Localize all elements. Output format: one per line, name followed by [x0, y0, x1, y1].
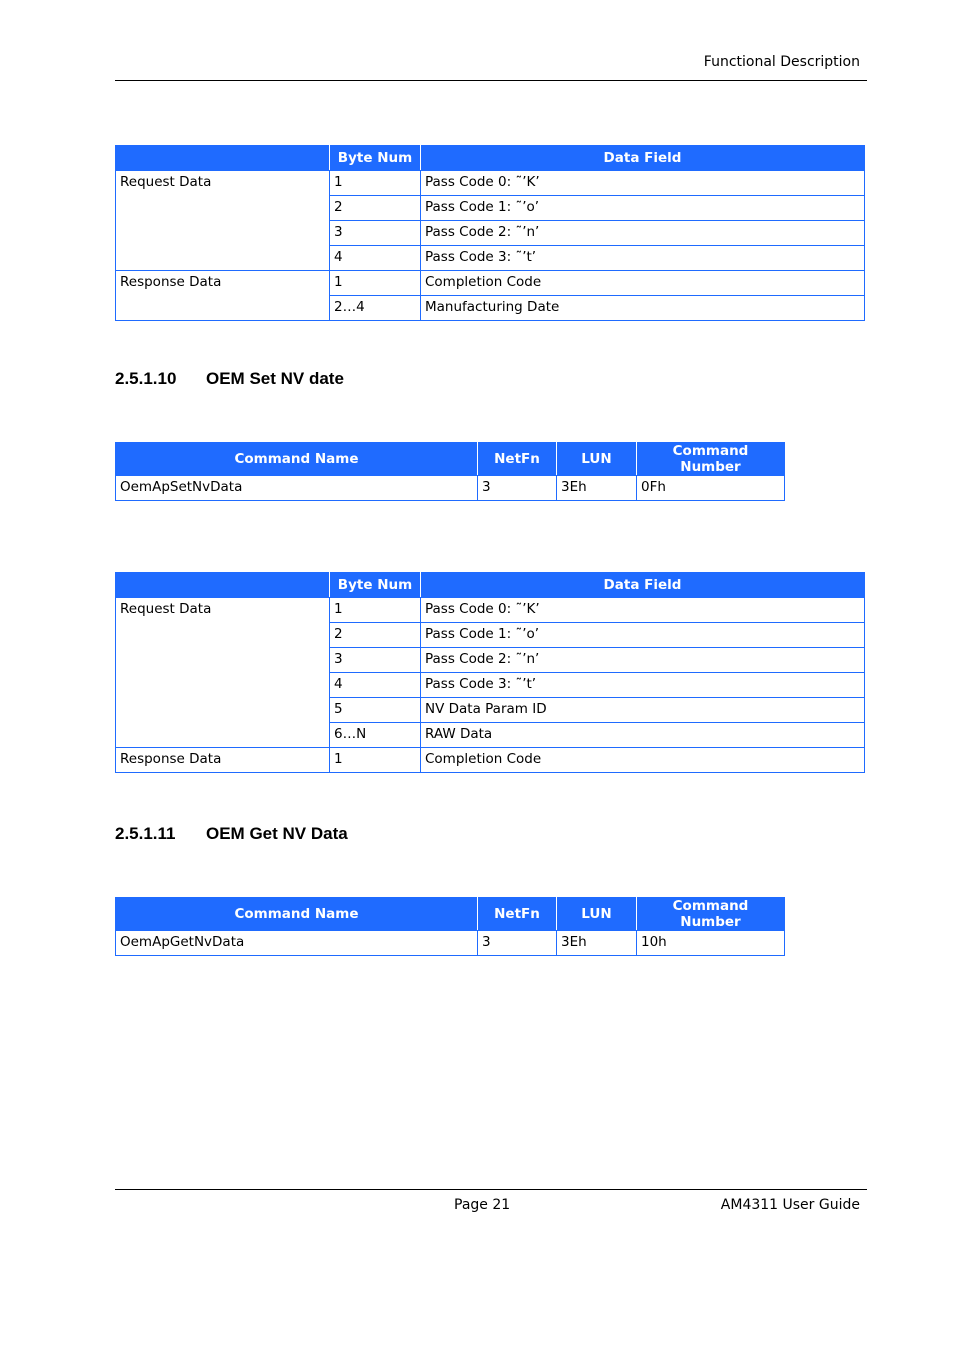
data-field: Completion Code [421, 271, 865, 296]
col-header-netfn: NetFn [478, 443, 557, 476]
col-header-command-name: Command Name [116, 898, 478, 931]
table-row [116, 171, 865, 196]
footer-rule [115, 1189, 867, 1190]
col-header-data-field: Data Field [421, 573, 865, 598]
data-field: Completion Code [421, 748, 865, 773]
section-heading-get-nv [115, 824, 348, 844]
section-title: OEM Set NV date [206, 369, 344, 388]
col-header [116, 146, 330, 171]
lun: 3Eh [557, 931, 637, 956]
table-header-row [116, 443, 785, 476]
table-header-row [116, 146, 865, 171]
byte-num: 1 [330, 598, 421, 623]
table-row [116, 748, 865, 773]
byte-num: 2 [330, 196, 421, 221]
col-header [116, 573, 330, 598]
table-row [116, 598, 865, 623]
command-name: OemApGetNvData [116, 931, 478, 956]
lun: 3Eh [557, 476, 637, 501]
data-table-2 [115, 572, 865, 773]
data-field: Pass Code 0: ˜’K’ [421, 598, 865, 623]
data-table-1 [115, 145, 865, 321]
data-field: Pass Code 3: ˜’t’ [421, 246, 865, 271]
header-rule [115, 80, 867, 81]
col-header-lun: LUN [557, 898, 637, 931]
group-label: Request Data [116, 598, 330, 748]
byte-num: 3 [330, 221, 421, 246]
command-number: 0Fh [637, 476, 785, 501]
data-field: Manufacturing Date [421, 296, 865, 321]
byte-num: 1 [330, 171, 421, 196]
section-heading-set-nv [115, 369, 344, 389]
data-field: Pass Code 1: ˜’o’ [421, 196, 865, 221]
col-header-netfn: NetFn [478, 898, 557, 931]
col-header-command-number: Command Number [637, 443, 785, 476]
col-header-byte-num: Byte Num [330, 146, 421, 171]
group-label: Response Data [116, 748, 330, 773]
col-header-byte-num: Byte Num [330, 573, 421, 598]
byte-num: 6…N [330, 723, 421, 748]
table-row [116, 931, 785, 956]
data-field: Pass Code 0: ˜’K’ [421, 171, 865, 196]
data-field: Pass Code 2: ˜’n’ [421, 221, 865, 246]
byte-num: 2…4 [330, 296, 421, 321]
table-row [116, 476, 785, 501]
section-number: 2.5.1.10 [115, 369, 177, 388]
section-number: 2.5.1.11 [115, 824, 176, 843]
byte-num: 1 [330, 271, 421, 296]
col-header-command-name: Command Name [116, 443, 478, 476]
col-header-command-number: Command Number [637, 898, 785, 931]
byte-num: 1 [330, 748, 421, 773]
data-field: Pass Code 3: ˜’t’ [421, 673, 865, 698]
byte-num: 3 [330, 648, 421, 673]
netfn: 3 [478, 931, 557, 956]
page-number: Page 21 [454, 1197, 511, 1213]
data-field: Pass Code 2: ˜’n’ [421, 648, 865, 673]
data-field: Pass Code 1: ˜’o’ [421, 623, 865, 648]
netfn: 3 [478, 476, 557, 501]
command-table-1 [115, 442, 785, 501]
col-header-lun: LUN [557, 443, 637, 476]
data-field: RAW Data [421, 723, 865, 748]
guide-title: AM4311 User Guide [720, 1197, 860, 1213]
byte-num: 4 [330, 673, 421, 698]
running-header: Functional Description [703, 54, 860, 70]
group-label: Response Data [116, 271, 330, 321]
command-number: 10h [637, 931, 785, 956]
table-header-row [116, 573, 865, 598]
group-label: Request Data [116, 171, 330, 271]
byte-num: 4 [330, 246, 421, 271]
byte-num: 2 [330, 623, 421, 648]
section-title: OEM Get NV Data [206, 824, 348, 843]
table-row [116, 271, 865, 296]
table-header-row [116, 898, 785, 931]
col-header-data-field: Data Field [421, 146, 865, 171]
command-name: OemApSetNvData [116, 476, 478, 501]
byte-num: 5 [330, 698, 421, 723]
data-field: NV Data Param ID [421, 698, 865, 723]
command-table-2 [115, 897, 785, 956]
